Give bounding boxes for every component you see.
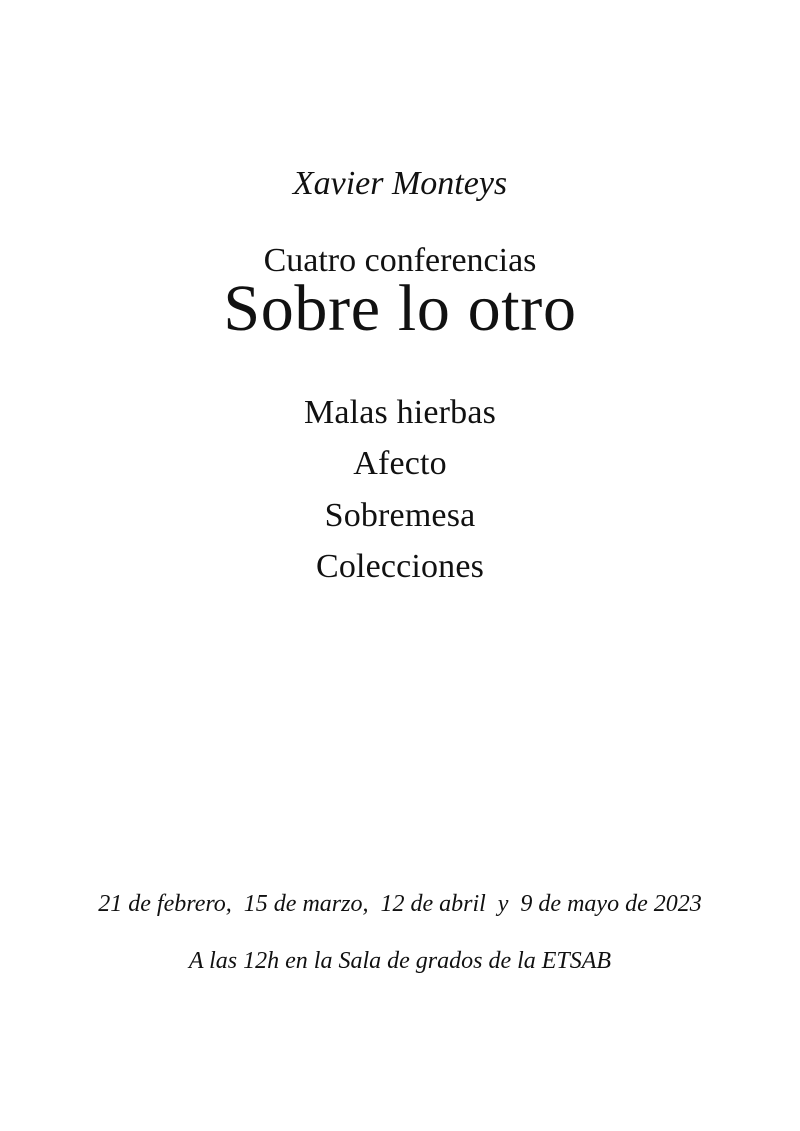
poster-title: Sobre lo otro [223, 272, 577, 345]
author-name: Xavier Monteys [292, 165, 508, 202]
lecture-item-malas-hierbas: Malas hierbas [304, 394, 496, 431]
venue-line: A las 12h en la Sala de grados de la ETSAB [188, 948, 612, 974]
series-subtitle: Cuatro conferencias [263, 242, 537, 279]
dates-line: 21 de febrero, 15 de marzo, 12 de abril y 9 de mayo de 2023 [98, 891, 702, 917]
lecture-item-afecto: Afecto [353, 445, 447, 482]
lecture-item-sobremesa: Sobremesa [324, 497, 476, 534]
lecture-item-colecciones: Colecciones [315, 548, 485, 585]
